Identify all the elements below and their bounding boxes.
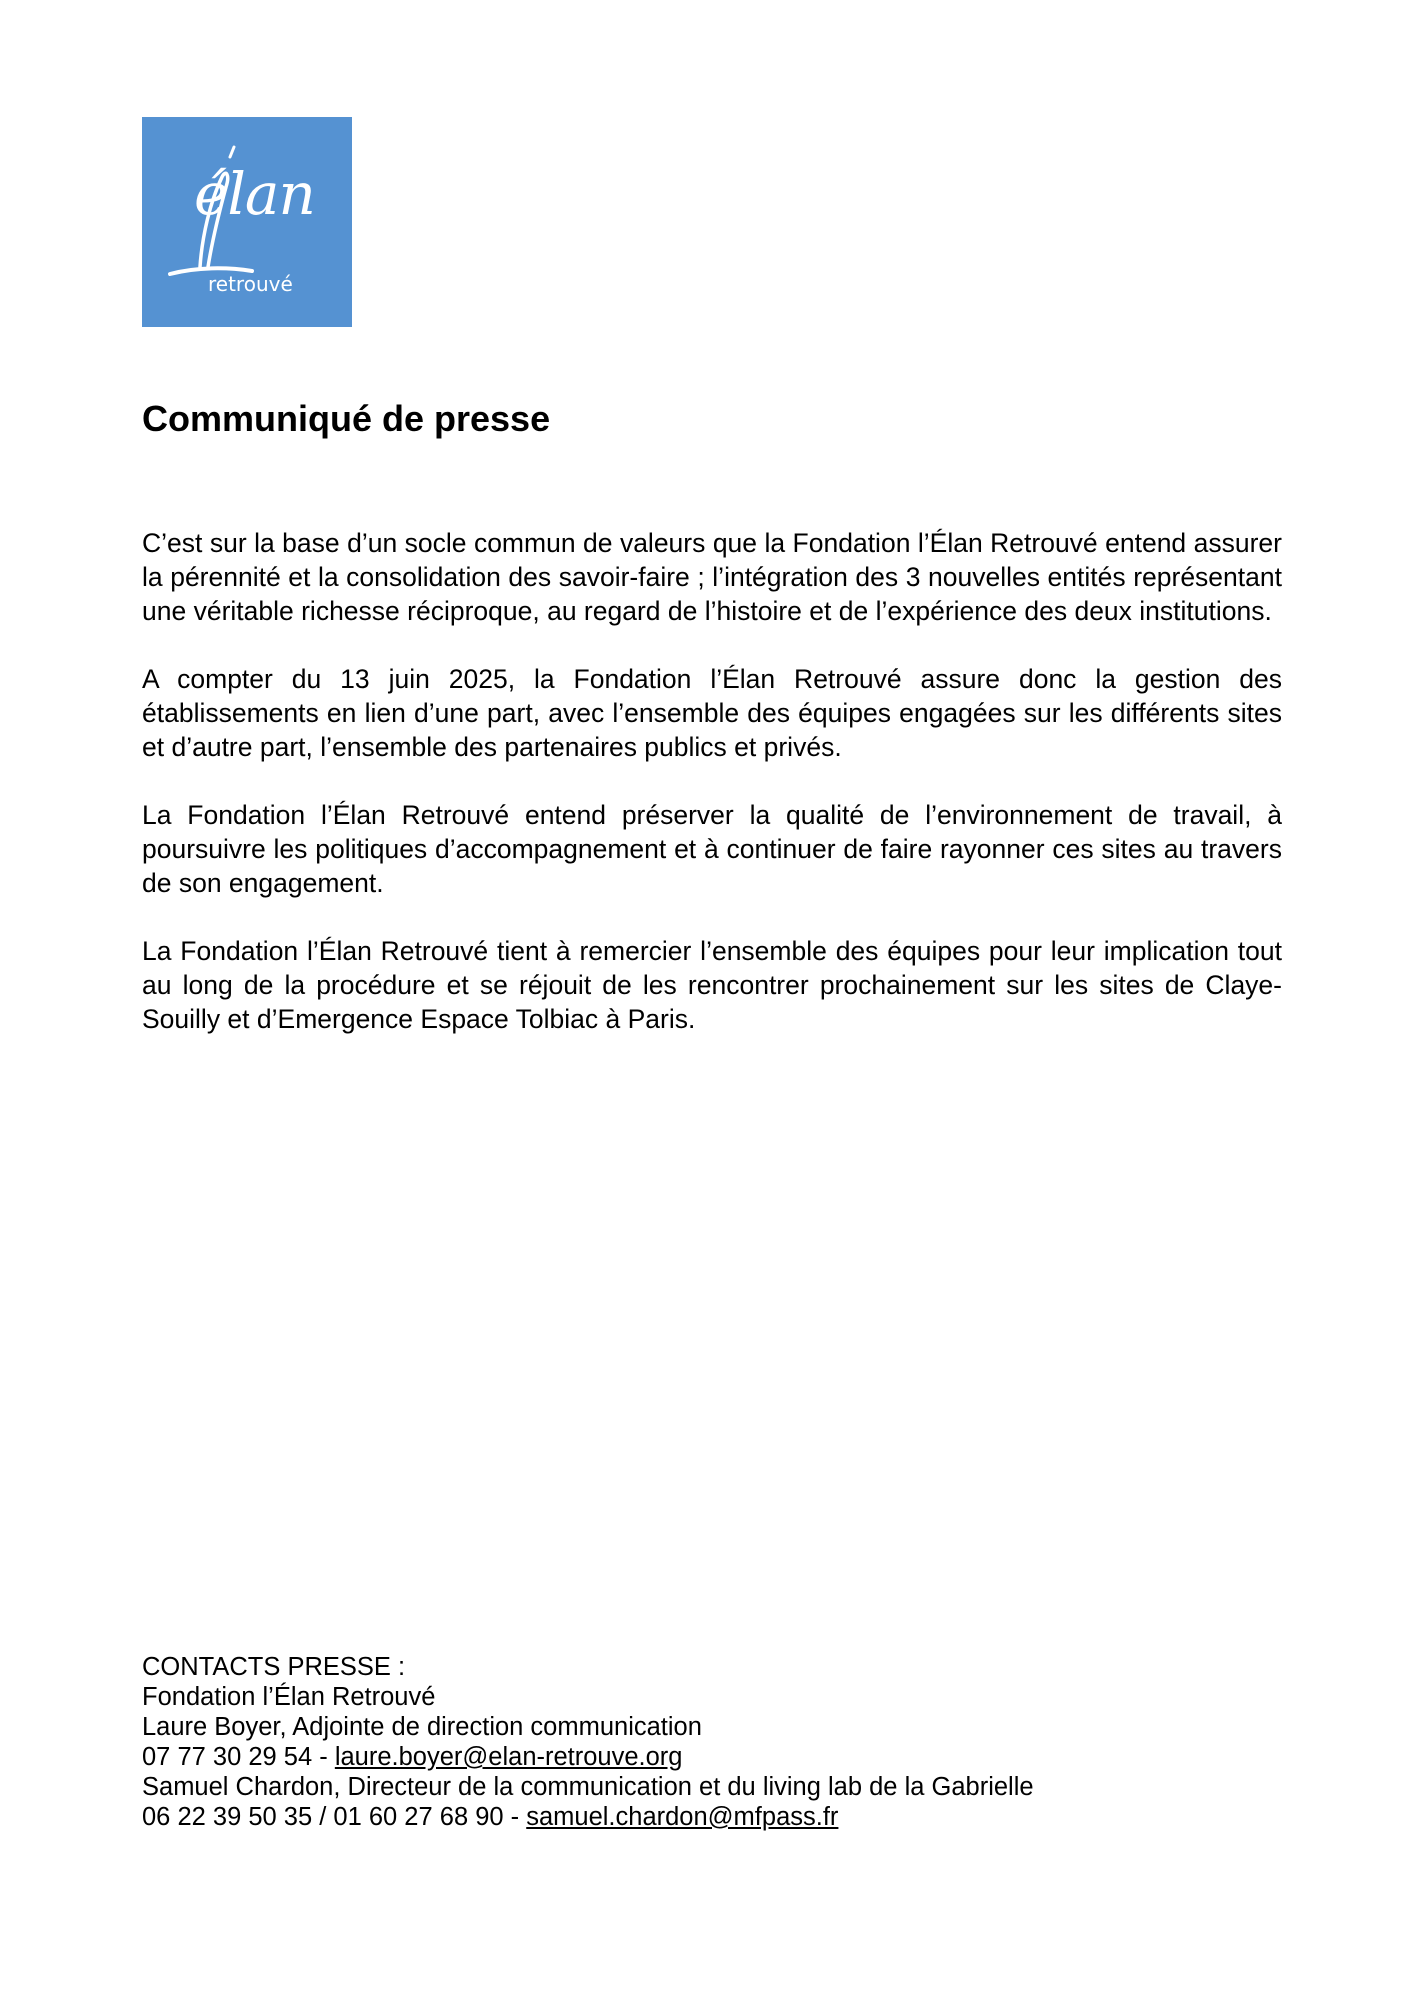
page-title: Communiqué de presse (142, 398, 551, 439)
contact-1-phone: 07 77 30 29 54 - (142, 1743, 335, 1771)
logo-subtitle: retrouvé (208, 272, 293, 296)
contacts-organization: Fondation l’Élan Retrouvé (142, 1683, 436, 1711)
press-contacts (142, 1652, 1342, 1832)
contact-1-email-link[interactable]: laure.boyer@elan-retrouve.org (334, 1743, 683, 1771)
press-release-body (142, 526, 1282, 1070)
logo-script-text: élan (194, 160, 315, 228)
elan-retrouve-logo (142, 117, 352, 327)
contact-2-line (142, 1802, 1342, 1832)
paragraph-2: A compter du 13 juin 2025, la Fondation l’Élan Retrouvé assure donc la gestion des établissements en lien d’une part, avec l’ensemble des équipes engagées sur les différents sites et d’autre part, l’ensemble des partenaires publics et privés. (142, 664, 1282, 762)
contact-2-phone: 06 22 39 50 35 / 01 60 27 68 90 - (142, 1803, 527, 1831)
paragraph-1: C’est sur la base d’un socle commun de valeurs que la Fondation l’Élan Retrouvé entend assurer la pérennité et la consolidation des savoir-faire ; l’intégration des 3 nouvelles entités représentant une véritable richesse réciproque, au regard de l’histoire et de l’expérience des deux institutions. (142, 528, 1282, 626)
contact-2-email-link[interactable]: samuel.chardon@mfpass.fr (526, 1803, 839, 1831)
contact-1-name: Laure Boyer, Adjointe de direction communication (142, 1713, 702, 1741)
contacts-heading: CONTACTS PRESSE : (142, 1653, 406, 1681)
contact-2-name: Samuel Chardon, Directeur de la communication et du living lab de la Gabrielle (142, 1773, 1034, 1801)
contact-1-line (142, 1742, 1342, 1772)
paragraph-3: La Fondation l’Élan Retrouvé entend préserver la qualité de l’environnement de travail, à poursuivre les politiques d’accompagnement et à continuer de faire rayonner ces sites au travers de son engagement. (142, 800, 1282, 898)
paragraph-4: La Fondation l’Élan Retrouvé tient à remercier l’ensemble des équipes pour leur implication tout au long de la procédure et se réjouit de les rencontrer prochainement sur les sites de Claye-Souilly et d’Emergence Espace Tolbiac à Paris. (142, 936, 1282, 1034)
